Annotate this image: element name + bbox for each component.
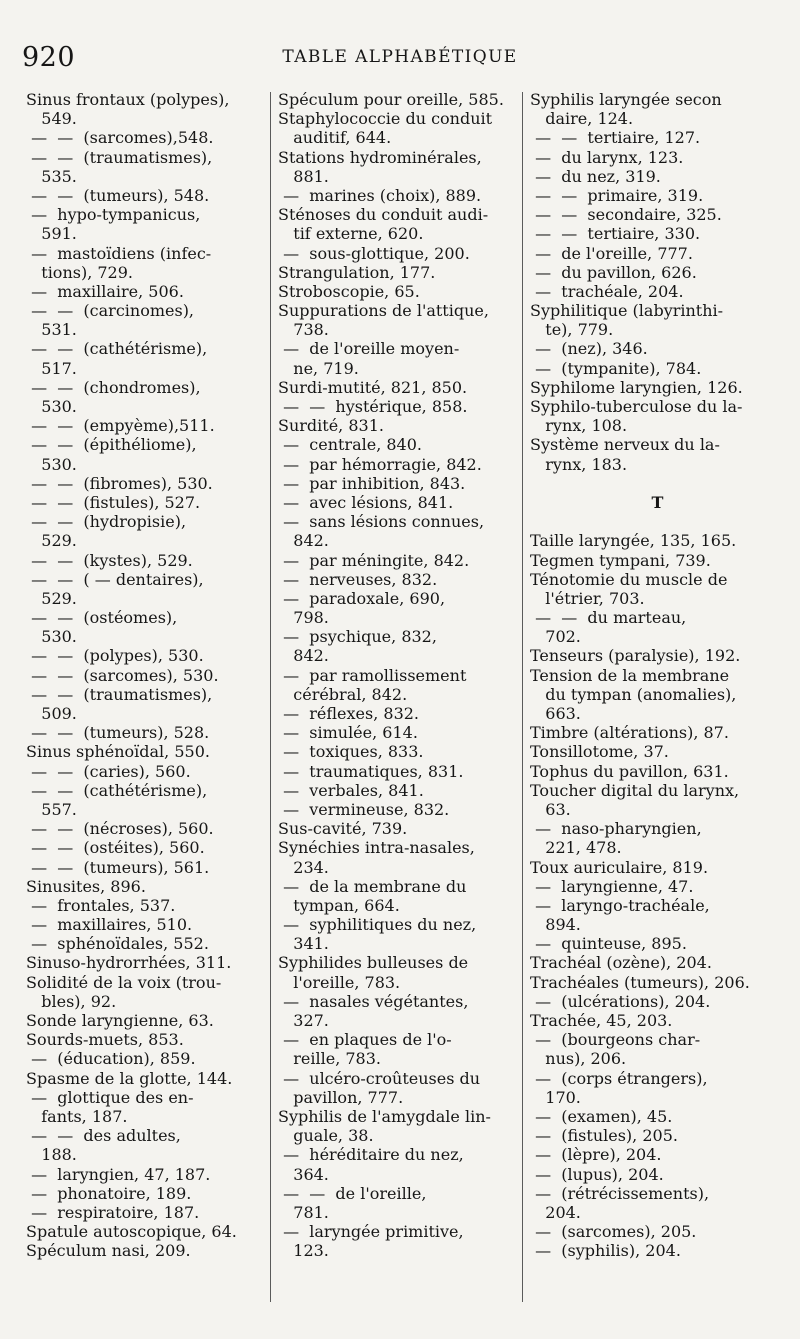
index-entry-line: — maxillaire, 506. [26,281,184,301]
index-entry-line: Syphilo-tuberculose du la- [530,397,743,416]
index-entry-line: — par méningite, 842. [278,550,470,570]
index-entry-line: Surdi-mutité, 821, 850. [278,377,468,397]
index-entry-line: — de la membrane du [278,876,467,896]
index-column-1 [26,90,266,1260]
index-entry-line: 549. [26,109,77,129]
index-entry-line: — vermineuse, 832. [278,799,450,819]
index-entry-line: 529. [26,588,77,608]
column-divider-left [270,92,271,1302]
index-entry-line: 738. [278,320,329,340]
index-entry-line: — trachéale, 204. [530,281,684,301]
index-entry-line: — ulcéro-croûteuses du [278,1068,481,1088]
index-entry-line: Syphilome laryngien, 126. [530,377,743,397]
index-entry-line: auditif, 644. [278,128,392,148]
letter-section-heading: T [651,492,664,512]
index-entry-line: Spéculum nasi, 209. [26,1241,191,1261]
index-entry-line: — — (carcinomes), [26,301,195,321]
index-entry-line: — frontales, 537. [26,895,176,915]
index-entry-line: 557. [26,799,77,819]
index-entry-line: — (corps étrangers), [530,1068,708,1088]
index-entry-line: — (ulcérations), 204. [530,991,711,1011]
index-entry-line: — — (fibromes), 530. [26,473,213,493]
index-entry-line: — — (traumatismes), [26,147,213,167]
index-entry-line [530,512,785,531]
index-entry-line: — (syphilis), 204. [530,1241,681,1261]
index-entry-line: Solidité de la voix (trou- [26,972,222,992]
index-entry-line: 842. [278,531,329,551]
index-entry-line: 204. [530,1202,581,1222]
index-entry-line: Surdité, 831. [278,416,384,436]
index-entry-line: du tympan (anomalies), [530,684,737,704]
index-entry-line: — paradoxale, 690, [278,588,446,608]
index-entry-line: 170. [530,1087,581,1107]
index-entry-line: — — (ostéites), 560. [26,838,205,858]
index-entry-line: Sonde laryngienne, 63. [26,1011,214,1030]
index-entry-line: — — (caries), 560. [26,761,191,781]
index-entry-line: — sans lésions connues, [278,512,485,532]
index-entry-line: — — hystérique, 858. [278,397,468,416]
index-entry-line: tions), 729. [26,262,133,282]
index-entry-line: — simulée, 614. [278,723,418,743]
index-entry-line: Sinus sphénoïdal, 550. [26,742,210,762]
index-entry-line: — — primaire, 319. [530,185,704,205]
index-entry-line: tympan, 664. [278,895,400,915]
index-entry-line: — (lupus), 204. [530,1164,664,1184]
index-entry-line: — — (tumeurs), 561. [26,857,210,877]
index-entry-line: Staphylococcie du conduit [278,109,493,129]
index-entry-line: daire, 124. [530,109,634,129]
index-entry-line: 591. [26,224,77,244]
index-entry-line: Sténoses du conduit audi- [278,205,489,225]
index-entry-line: 531. [26,320,77,340]
index-entry-line: — (tympanite), 784. [530,358,702,378]
index-entry-line: — — (traumatismes), [26,684,213,704]
index-entry-line: nus), 206. [530,1049,627,1069]
index-entry-line: — — (chondromes), [26,377,201,397]
index-entry-line: — mastoïdiens (infec- [26,243,212,263]
index-entry-line: Syphilides bulleuses de [278,953,469,973]
index-entry-line: — sous-glottique, 200. [278,243,470,263]
index-entry-line: 63. [530,799,571,819]
index-entry-line: l'étrier, 703. [530,588,645,608]
index-entry-line: — (fistules), 205. [530,1126,678,1146]
index-column-2 [278,90,516,1260]
index-entry-line: — quinteuse, 895. [530,934,687,954]
index-entry-line: Toucher digital du larynx, [530,780,740,800]
index-entry-line: — — du marteau, [530,608,687,628]
page-title: TABLE ALPHABÉTIQUE [282,47,518,67]
index-entry-line: — — de l'oreille, [278,1183,427,1203]
index-entry-line: Tenseurs (paralysie), 192. [530,646,741,666]
index-entry-line: — de l'oreille, 777. [530,243,693,263]
index-entry-line: — — des adultes, [26,1126,181,1146]
index-entry-line: Trachéales (tumeurs), 206. [530,972,750,992]
index-entry-line: — — (polypes), 530. [26,646,204,666]
index-entry-line: — (éducation), 859. [26,1049,196,1069]
index-entry-line: Sinusites, 896. [26,876,146,896]
index-entry-line: Spasme de la glotte, 144. [26,1068,233,1088]
column-divider-right [522,92,523,1302]
index-entry-line: Tonsillotome, 37. [530,742,669,762]
index-entry-line: 894. [530,915,581,935]
index-entry-line: — — (empyème),511. [26,416,215,436]
index-column-3 [530,90,785,1260]
index-entry-line: — de l'oreille moyen- [278,339,460,359]
index-entry-line: Syphilitique (labyrinthi- [530,301,724,321]
index-entry-line: 663. [530,704,581,723]
index-entry-line: l'oreille, 783. [278,972,401,992]
index-entry-line: Timbre (altérations), 87. [530,723,729,743]
index-entry-line: 188. [26,1145,77,1165]
index-entry-line: — laryngien, 47, 187. [26,1164,211,1184]
index-entry-line: — — (sarcomes),548. [26,128,214,148]
index-entry-line: Spéculum pour oreille, 585. [278,90,504,109]
index-entry-line: Syphilis laryngée secon [530,90,722,109]
index-entry-line: 530. [26,397,77,416]
index-entry-line: — du nez, 319. [530,166,661,186]
index-entry-line: — — (cathétérisme), [26,339,208,359]
index-entry-line: — — (fistules), 527. [26,492,201,512]
index-entry-line: 517. [26,358,77,378]
index-entry-line: — (bourgeons char- [530,1030,701,1050]
index-entry-line: — en plaques de l'o- [278,1030,452,1050]
index-entry-line: — nerveuses, 832. [278,569,438,589]
index-entry-line: — laryngienne, 47. [530,876,694,896]
index-entry-line: rynx, 108. [530,416,628,436]
index-entry-line: — naso-pharyngien, [530,819,702,839]
index-entry-line: te), 779. [530,320,614,340]
index-entry-line: Strangulation, 177. [278,262,436,282]
index-entry-line: — (rétrécissements), [530,1183,710,1203]
index-entry-line: 702. [530,627,581,647]
index-entry-line: — — (tumeurs), 548. [26,185,210,205]
index-entry-line: Sourds-muets, 853. [26,1030,184,1050]
index-entry-line: — avec lésions, 841. [278,492,454,512]
index-entry-line: — par inhibition, 843. [278,473,466,493]
index-entry-line: Trachée, 45, 203. [530,1011,673,1030]
index-entry-line: — (sarcomes), 205. [530,1222,697,1242]
index-entry-line: — psychique, 832, [278,627,437,647]
index-entry-line: fants, 187. [26,1106,128,1126]
index-entry-line: — — (nécroses), 560. [26,819,214,839]
index-entry-line: — phonatoire, 189. [26,1183,192,1203]
index-entry-line: Taille laryngée, 135, 165. [530,531,737,551]
index-entry-line: — laryngée primitive, [278,1222,464,1242]
index-entry-line: Toux auriculaire, 819. [530,857,709,877]
index-entry-line: 327. [278,1011,329,1030]
index-entry-line: guale, 38. [278,1126,374,1146]
index-entry-line: — par ramollissement [278,665,467,685]
index-entry-line: — — (kystes), 529. [26,550,193,570]
index-entry-line: reille, 783. [278,1049,381,1069]
index-entry-line: — du pavillon, 626. [530,262,697,282]
index-entry-line: — centrale, 840. [278,435,422,455]
index-entry-line: — du larynx, 123. [530,147,684,167]
index-entry-line: 530. [26,627,77,647]
index-entry-line: — laryngo-trachéale, [530,895,710,915]
index-entry-line: Sinuso-hydrorrhées, 311. [26,953,232,973]
index-entry-line: 881. [278,166,329,186]
index-entry-line: 341. [278,934,329,954]
index-entry-line: ne, 719. [278,358,359,378]
index-entry-line: — toxiques, 833. [278,742,424,762]
index-entry-line: Sus-cavité, 739. [278,819,408,839]
index-entry-line: — — tertiaire, 127. [530,128,701,148]
index-entry-line: 509. [26,704,77,723]
index-entry-line: — sphénoïdales, 552. [26,934,209,954]
index-entry-line: — maxillaires, 510. [26,915,193,935]
index-entry-line: — — (sarcomes), 530. [26,665,219,685]
index-entry-line: — réflexes, 832. [278,704,420,723]
page-number: 920 [22,42,76,73]
index-entry-line: Tension de la membrane [530,665,730,685]
index-entry-line: — — secondaire, 325. [530,205,722,225]
index-entry-line: — syphilitiques du nez, [278,915,477,935]
index-entry-line: pavillon, 777. [278,1087,404,1107]
index-entry-line: Spatule autoscopique, 64. [26,1222,237,1242]
index-entry-line: 123. [278,1241,329,1261]
index-entry-line: Stations hydrominérales, [278,147,482,167]
index-entry-line: 798. [278,608,329,628]
index-entry-line: 781. [278,1202,329,1222]
index-entry-line: — — (ostéomes), [26,608,178,628]
index-entry-line: bles), 92. [26,991,117,1011]
index-entry-line: 221, 478. [530,838,622,858]
index-entry-line: Système nerveux du la- [530,435,720,455]
index-entry-line: Ténotomie du muscle de [530,569,728,589]
index-entry-line: Tegmen tympani, 739. [530,550,711,570]
index-entry-line: 234. [278,857,329,877]
index-entry-line: — (nez), 346. [530,339,648,359]
index-entry-line: — (examen), 45. [530,1106,673,1126]
index-entry-line: — (lèpre), 204. [530,1145,662,1165]
index-entry-line: — par hémorragie, 842. [278,454,482,474]
index-entry-line: Synéchies intra-nasales, [278,838,475,858]
index-entry-line: — héréditaire du nez, [278,1145,464,1165]
index-entry-line: 529. [26,531,77,551]
index-entry-line: — — (épithéliome), [26,435,197,455]
index-entry-line: — marines (choix), 889. [278,185,482,205]
index-entry-line: 535. [26,166,77,186]
index-entry-line: Sinus frontaux (polypes), [26,90,230,109]
index-entry-line: 530. [26,454,77,474]
index-entry-line: tif externe, 620. [278,224,424,244]
index-entry-line: — respiratoire, 187. [26,1202,200,1222]
index-entry-line: Trachéal (ozène), 204. [530,953,712,973]
index-entry-line: cérébral, 842. [278,684,408,704]
index-entry-line: — — (tumeurs), 528. [26,723,210,743]
index-entry-line: Tophus du pavillon, 631. [530,761,729,781]
index-entry-line: rynx, 183. [530,454,628,474]
index-entry-line: 842. [278,646,329,666]
index-entry-line: — — (cathétérisme), [26,780,208,800]
index-entry-line: — — tertiaire, 330. [530,224,701,244]
index-entry-line: — glottique des en- [26,1087,194,1107]
index-entry-line: — nasales végétantes, [278,991,469,1011]
index-entry-line [530,474,785,493]
index-entry-line: 364. [278,1164,329,1184]
index-entry-line: Stroboscopie, 65. [278,281,420,301]
index-entry-line: — — (hydropisie), [26,512,187,532]
index-entry-line: — hypo-tympanicus, [26,205,201,225]
index-entry-line: — — ( — dentaires), [26,569,204,589]
index-entry-line: — verbales, 841. [278,780,424,800]
index-entry-line: Suppurations de l'attique, [278,301,489,321]
index-entry-line: Syphilis de l'amygdale lin- [278,1106,491,1126]
index-entry-line: — traumatiques, 831. [278,761,464,781]
